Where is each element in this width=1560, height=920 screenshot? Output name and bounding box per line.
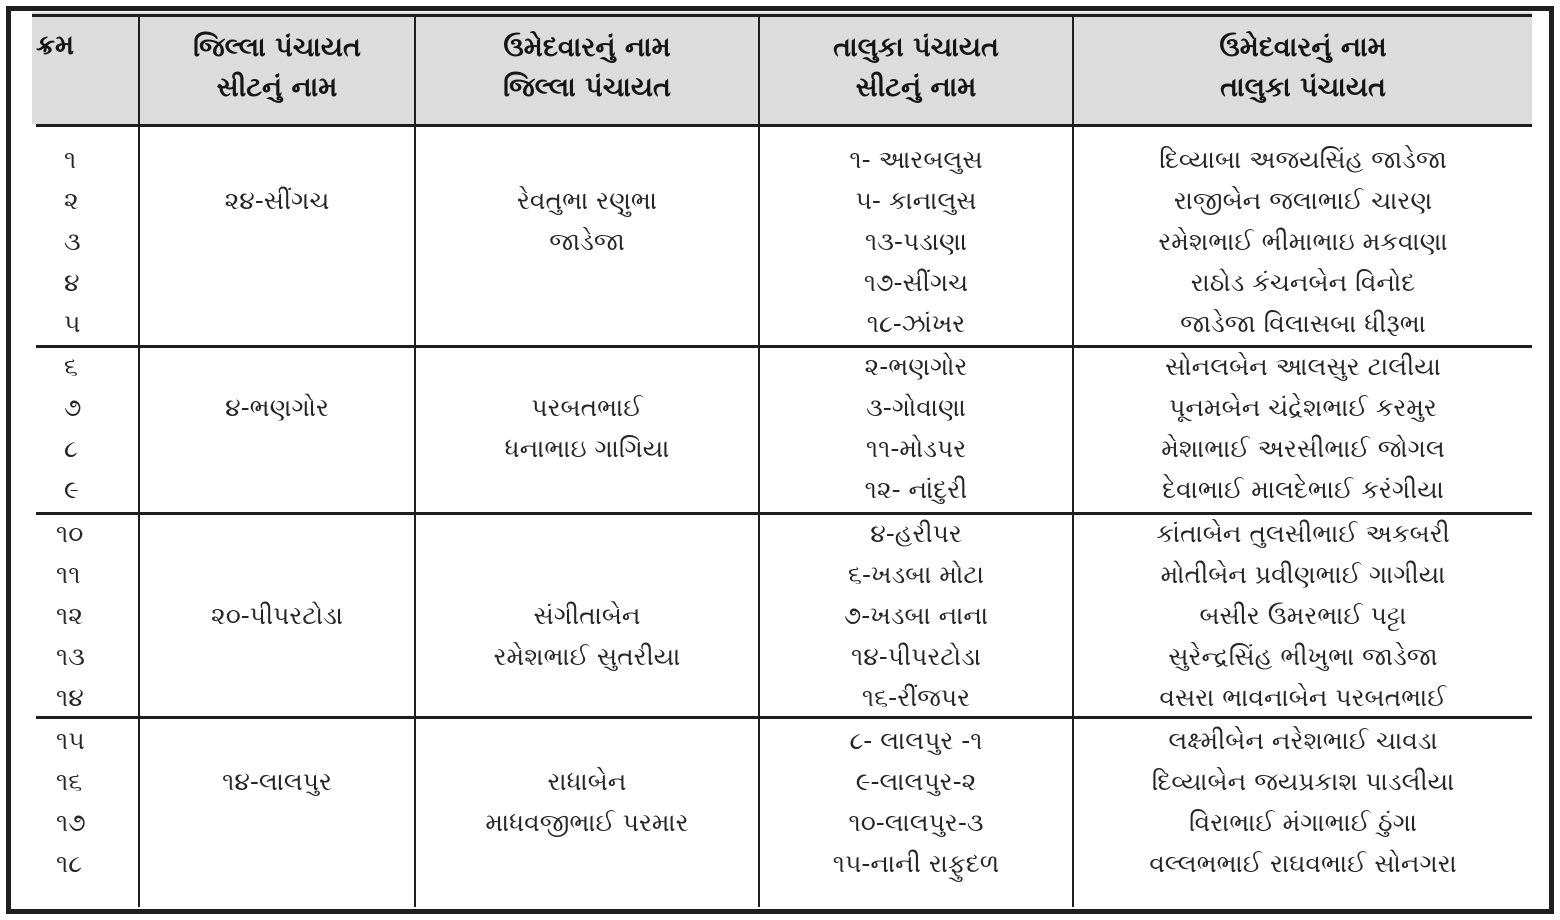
district-candidate-cell <box>416 180 758 262</box>
district-seat-name: ૨૪-સીંગચ <box>224 186 330 215</box>
serial-number: ૧૧ <box>56 559 81 589</box>
taluka-seat-name: ૩-ગોવાણા <box>866 392 966 422</box>
serial-number: ૫ <box>64 308 81 338</box>
taluka-candidate-name: રાઠોડ કંચનબેન વિનોદ <box>1190 267 1416 297</box>
district-candidate-line1: પરબતભાઈ <box>531 393 643 422</box>
taluka-candidate-name: જાડેજા વિલાસબા ધીરૂભા <box>1180 308 1426 338</box>
district-candidate-line2: માધવજીભાઈ પરમાર <box>485 808 689 837</box>
taluka-candidate-name: લક્ષ્મીબેન નરેશભાઈ ચાવડા <box>1168 725 1438 755</box>
taluka-seat-name: ૨-ભણગોર <box>864 351 968 381</box>
serial-number: ૧૦ <box>56 518 84 548</box>
taluka-candidate-name: પૂનમબેન ચંદ્રેશભાઈ કરમુર <box>1169 392 1437 422</box>
serial-number: ૧૪ <box>56 682 84 712</box>
taluka-candidate-name: વલ્લભભાઈ રાઘવભાઈ સોનગરા <box>1149 848 1457 878</box>
header-serial-label: ક્રમ <box>36 30 75 61</box>
header-taluka-seat <box>760 12 1072 124</box>
serial-number: ૧૫ <box>56 725 85 755</box>
taluka-seat-name: ૪-હરીપર <box>870 518 962 548</box>
taluka-seat-name: ૧૭-સીંગચ <box>863 267 969 297</box>
taluka-candidate-name: રમેશભાઈ ભીમાભાઇ મકવાણા <box>1158 226 1448 256</box>
district-seat-cell <box>140 387 414 428</box>
taluka-seat-name: ૧૫-નાની રાફુદળ <box>832 848 1000 878</box>
header-district-seat <box>140 12 414 124</box>
header-district-candidate-line2: જિલ્લા પંચાયત <box>503 72 671 103</box>
district-candidate-line2: ધનાભાઇ ગાગિયા <box>504 434 670 463</box>
district-seat-name: ૧૪-લાલપુર <box>222 767 332 796</box>
taluka-candidate-name: દિવ્યાબા અજયસિંહ જાડેજા <box>1159 144 1447 174</box>
header-district-candidate-line1: ઉમેદવારનું નામ <box>503 32 671 63</box>
header-taluka-candidate <box>1074 12 1532 124</box>
serial-number: ૧૭ <box>56 807 86 837</box>
district-candidate-line2: રમેશભાઈ સુતરીયા <box>493 642 681 671</box>
header-district-candidate <box>416 12 758 124</box>
taluka-seat-name: ૧૪-પીપરટોડા <box>851 641 981 671</box>
serial-number: ૪ <box>64 267 80 297</box>
taluka-candidate-name: કાંતાબેન તુલસીભાઈ અકબરી <box>1156 518 1450 548</box>
header-bottom-rule <box>36 124 1532 127</box>
district-candidate-line2: જાડેજા <box>549 227 625 256</box>
district-seat-cell <box>140 180 414 221</box>
district-seat-name: ૨૦-પીપરટોડા <box>211 601 343 630</box>
taluka-seat-name: ૫- કાનાલુસ <box>855 185 977 215</box>
taluka-seat-name: ૧૦-લાલપુર-૩ <box>848 807 984 837</box>
serial-number: ૧ <box>64 144 77 174</box>
district-candidate-cell <box>416 387 758 469</box>
taluka-seat-name: ૬-ખડબા મોટા <box>847 559 985 589</box>
taluka-seat-name: ૭-ખડબા નાના <box>843 600 989 630</box>
header-top-rule <box>32 14 1532 17</box>
taluka-candidate-name: બસીર ઉમરભાઈ પટ્ટા <box>1199 600 1407 630</box>
taluka-seat-name: ૯-લાલપુર-૨ <box>855 766 977 796</box>
taluka-seat-name: ૧૧-મોડપર <box>865 433 967 463</box>
taluka-candidate-name: મેશાભાઈ અરસીભાઈ જોગલ <box>1161 433 1445 463</box>
taluka-candidate-name: દેવાભાઈ માલદેભાઈ કરંગીયા <box>1162 474 1444 504</box>
district-candidate-line1: રાધાબેન <box>547 767 627 796</box>
serial-number: ૧૨ <box>56 600 83 630</box>
serial-number: ૯ <box>64 474 79 504</box>
taluka-candidate-name: સોનલબેન આલસુર ટાલીયા <box>1165 351 1441 381</box>
district-candidate-cell <box>416 595 758 677</box>
taluka-seat-name: ૧૨- નાંદુરી <box>864 474 968 504</box>
district-seat-name: ૪-ભણગોર <box>225 393 329 422</box>
header-district-seat-line2: સીટનું નામ <box>216 72 338 103</box>
district-candidate-line1: રેવતુભા રણુભા <box>517 186 657 215</box>
district-seat-cell <box>140 595 414 636</box>
serial-number: ૨ <box>64 185 79 215</box>
header-taluka-seat-line1: તાલુકા પંચાયત <box>833 32 999 63</box>
district-candidate-cell <box>416 761 758 843</box>
taluka-seat-name: ૧૩-પડાણા <box>865 226 967 256</box>
serial-number: ૭ <box>64 392 82 422</box>
taluka-seat-name: ૧૮-ઝાંખર <box>866 308 966 338</box>
district-candidate-line1: સંગીતાબેન <box>533 601 641 630</box>
taluka-candidate-name: રાજીબેન જલાભાઈ ચારણ <box>1173 185 1433 215</box>
serial-number: ૮ <box>64 433 78 463</box>
district-seat-cell <box>140 761 414 802</box>
taluka-candidate-name: સુરેન્દ્રસિંહ ભીખુભા જાડેજા <box>1168 641 1438 671</box>
serial-number: ૧૬ <box>56 766 83 796</box>
taluka-candidate-name: વિરાભાઈ મંગાભાઈ ઠુંગા <box>1189 807 1417 837</box>
header-taluka-candidate-line1: ઉમેદવારનું નામ <box>1219 32 1387 63</box>
header-taluka-seat-line2: સીટનું નામ <box>855 72 977 103</box>
serial-number: ૧૩ <box>56 641 85 671</box>
serial-number: ૬ <box>64 351 79 381</box>
serial-number: ૧૮ <box>56 848 83 878</box>
serial-number: ૩ <box>64 226 81 256</box>
header-taluka-candidate-line2: તાલુકા પંચાયત <box>1220 72 1386 103</box>
taluka-candidate-name: મોતીબેન પ્રવીણભાઈ ગાગીયા <box>1160 559 1446 589</box>
header-district-seat-line1: જિલ્લા પંચાયત <box>193 32 361 63</box>
taluka-seat-name: ૧૬-રીંજપર <box>861 682 971 712</box>
taluka-candidate-name: દિવ્યાબેન જયપ્રકાશ પાડલીયા <box>1151 766 1455 796</box>
taluka-seat-name: ૮- લાલપુર -૧ <box>849 725 983 755</box>
header-serial <box>32 12 138 124</box>
taluka-candidate-name: વસરા ભાવનાબેન પરબતભાઈ <box>1159 682 1447 712</box>
taluka-seat-name: ૧- આરબલુસ <box>849 144 983 174</box>
